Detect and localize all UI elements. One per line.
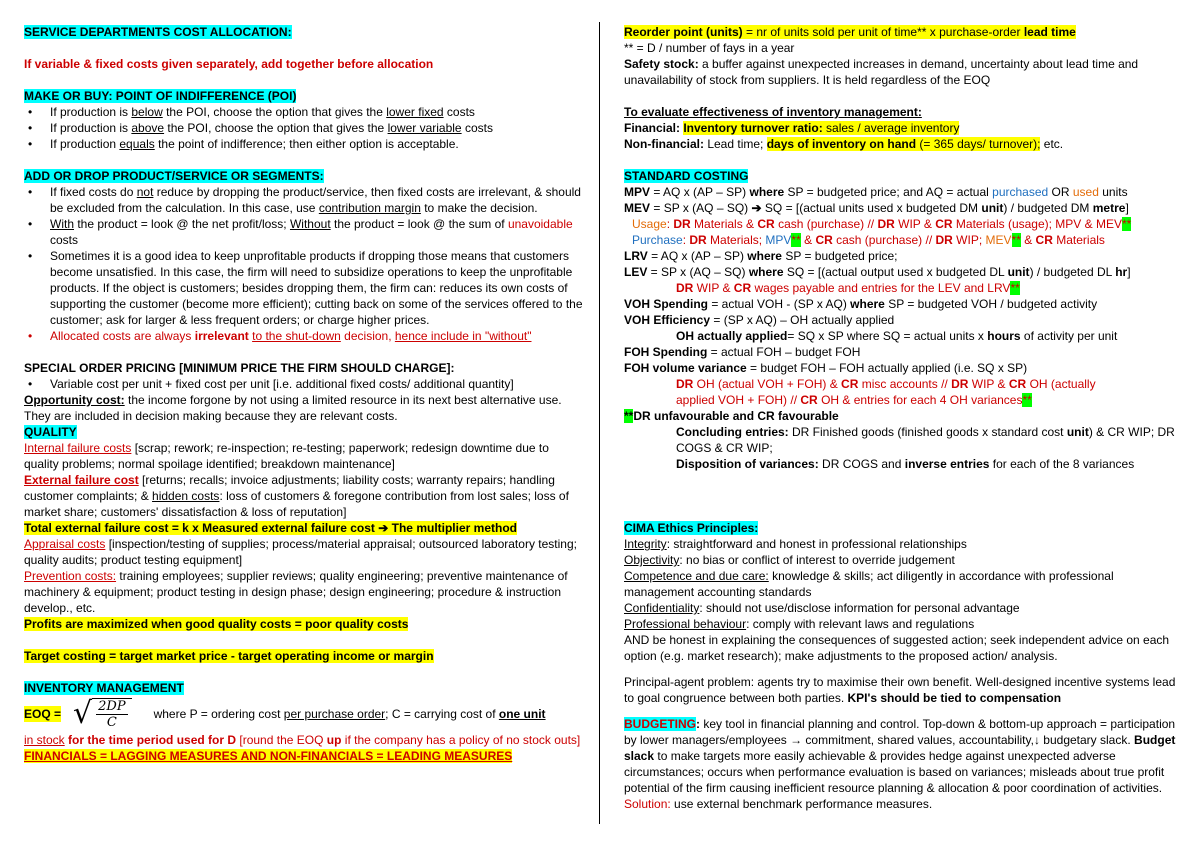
eoq-formula xyxy=(24,696,584,732)
list-item: • If production is above the POI, choose the option that gives the lower variable costs xyxy=(24,120,584,136)
cima-confidentiality: Confidentiality: should not use/disclose information for personal advantage xyxy=(624,601,1020,615)
cima-ethics-heading: CIMA Ethics Principles: xyxy=(624,521,759,535)
concluding-entries: Concluding entries: DR Finished goods (finished goods x standard cost unit) & CR WIP; DR COGS & CR WIP; xyxy=(676,425,1175,455)
eoq-note: in stock for the time period used for D [round the EOQ up if the company has a policy of no stock outs] xyxy=(24,733,581,747)
list-item: • If production equals the point of indifference; then either option is acceptable. xyxy=(24,136,584,152)
lev-entry: DR WIP & CR wages payable and entries for the LEV and LRV** xyxy=(676,281,1020,295)
mev-formula: MEV = SP x (AQ – SQ) ➔ SQ = [(actual units used x budgeted DM unit) / budgeted DM metre] xyxy=(624,201,1129,215)
foh-spending-formula: FOH Spending = actual FOH – budget FOH xyxy=(624,345,861,359)
voh-efficiency-formula: VOH Efficiency = (SP x AQ) – OH actually applied xyxy=(624,313,895,327)
add-or-drop-heading: ADD OR DROP PRODUCT/SERVICE OR SEGMENTS: xyxy=(24,169,324,183)
eoq-label: EOQ = xyxy=(24,707,62,721)
safety-stock: Safety stock: a buffer against unexpected increases in demand, uncertainty about lead time and unavailability of stock from suppliers. It is held regardless of the EOQ xyxy=(624,57,1139,87)
square-root-symbol: √ $\frac{2DP}{C}$ xyxy=(73,698,132,730)
reorder-point-formula: Reorder point (units) = nr of units sold per unit of time** x purchase-order lead time xyxy=(624,25,1076,39)
arrow-right-icon: ➔ xyxy=(751,201,762,215)
quality-heading: QUALITY xyxy=(24,425,77,439)
cima-professional-behaviour: Professional behaviour: comply with relevant laws and regulations xyxy=(624,617,975,631)
usage-entry: Usage: DR Materials & CR cash (purchase) // DR WIP & CR Materials (usage); MPV & MEV** xyxy=(632,217,1132,231)
cima-competence: Competence and due care: knowledge & skills; act diligently in accordance with professional management accounting standards xyxy=(624,569,1114,599)
prevention-costs: Prevention costs: training employees; supplier reviews; quality engineering; preventive maintenance of machinery & equipment; product testing in design phase; design engineering; procedure & instruction develop., etc. xyxy=(24,569,568,615)
column-divider xyxy=(599,22,600,824)
budgeting-label: BUDGETING xyxy=(624,717,696,731)
list-item: • If fixed costs do not reduce by dropping the product/service, then fixed costs are irrelevant, & should be excluded from the calculation. In this case, use contribution margin to make the decision. xyxy=(24,184,584,216)
budgeting-paragraph: BUDGETING: key tool in financial planning and control. Top-down & bottom-up approach = participation by lower managers/employees → commitment, shared values, accountability,↓ budgetary slack. Budget slack to make targets more easily achievable & provides hedge against unexpected adverse circumstances; occurs when performance evaluation is based on variances; misleads about true profit potential of the firm causing inefficient resource planning & allocation & poor coordination of activities. Solution: use external benchmark performance measures. xyxy=(624,717,1176,811)
reorder-note: ** = D / number of fays in a year xyxy=(624,41,795,55)
foh-volume-formula: FOH volume variance = budget FOH – FOH actually applied (i.e. SQ x SP) xyxy=(624,361,1028,375)
lev-formula: LEV = SP x (AQ – SQ) where SQ = [(actual output used x budgeted DL unit) / budgeted DL hr] xyxy=(624,265,1131,279)
profits-maximized-note: Profits are maximized when good quality costs = poor quality costs xyxy=(24,617,409,631)
service-allocation-note: If variable & fixed costs given separately, add together before allocation xyxy=(24,57,434,71)
foh-entry-line-1: DR OH (actual VOH + FOH) & CR misc accounts // DR WIP & CR OH (actually xyxy=(676,377,1096,391)
right-column xyxy=(624,24,1176,812)
total-external-failure-formula: Total external failure cost = k x Measured external failure cost ➔ The multiplier method xyxy=(24,521,517,535)
make-or-buy-list xyxy=(24,104,584,152)
service-departments-heading: SERVICE DEPARTMENTS COST ALLOCATION: xyxy=(24,25,292,39)
financial-measure: Financial: Inventory turnover ratio: sales / average inventory xyxy=(624,121,960,135)
list-item: • With the product = look @ the net profit/loss; Without the product = look @ the sum of unavoidable costs xyxy=(24,216,584,248)
arrow-right-icon: ➔ xyxy=(378,521,389,535)
disposition-of-variances: Disposition of variances: DR COGS and inverse entries for each of the 8 variances xyxy=(676,457,1135,471)
target-costing-formula: Target costing = target market price - target operating income or margin xyxy=(24,649,434,663)
foh-entry-line-2: applied VOH + FOH) // CR OH & entries for each 4 OH variances** xyxy=(676,393,1032,407)
mpv-formula: MPV = AQ x (AP – SP) where SP = budgeted price; and AQ = actual purchased OR used units xyxy=(624,185,1128,199)
financials-note: FINANCIALS = LAGGING MEASURES AND NON-FINANCIALS = LEADING MEASURES xyxy=(24,749,513,763)
oh-applied-formula: OH actually applied= SQ x SP where SQ = actual units x hours of activity per unit xyxy=(676,329,1118,343)
standard-costing-heading: STANDARD COSTING xyxy=(624,169,749,183)
list-item: • Allocated costs are always irrelevant to the shut-down decision, hence include in "without" xyxy=(24,328,584,344)
lrv-formula: LRV = AQ x (AP – SP) where SP = budgeted price; xyxy=(624,249,898,263)
eoq-where: where P = ordering cost per purchase order; C = carrying cost of one unit xyxy=(153,707,546,721)
purchase-entry: Purchase: DR Materials; MPV** & CR cash (purchase) // DR WIP; MEV** & CR Materials xyxy=(632,233,1105,247)
cima-and-note: AND be honest in explaining the consequences of suggested action; seek independent advice on each option (e.g. market research); make adjustments to the proposed action/ analysis. xyxy=(624,633,1170,663)
voh-spending-formula: VOH Spending = actual VOH - (SP x AQ) where SP = budgeted VOH / budgeted activity xyxy=(624,297,1098,311)
special-order-heading: SPECIAL ORDER PRICING [MINIMUM PRICE THE FIRM SHOULD CHARGE]: xyxy=(24,361,455,375)
non-financial-measure: Non-financial: Lead time; days of inventory on hand (= 365 days/ turnover); etc. xyxy=(624,137,1064,151)
opportunity-cost: Opportunity cost: the income forgone by not using a limited resource in its next best alternative use. They are included in decision making because they are relevant costs. xyxy=(24,393,562,423)
left-column xyxy=(24,24,584,764)
special-order-list xyxy=(24,376,584,392)
internal-failure-costs: Internal failure costs [scrap; rework; re-inspection; re-testing; paperwork; redesign downtime due to quality problems; normal spoilage identified; breakdown maintenance] xyxy=(24,441,549,471)
cima-objectivity: Objectivity: no bias or conflict of interest to override judgement xyxy=(624,553,955,567)
inventory-management-heading: INVENTORY MANAGEMENT xyxy=(24,681,184,695)
evaluate-inventory-heading: To evaluate effectiveness of inventory management: xyxy=(624,105,922,119)
appraisal-costs: Appraisal costs [inspection/testing of supplies; process/material appraisal; outsourced laboratory testing; quality audits; product testing equipment] xyxy=(24,537,577,567)
principal-agent-problem: Principal-agent problem: agents try to maximise their own benefit. Well-designed incentive systems lead to goal congruence between both parties. KPI's should be tied to compensation xyxy=(624,675,1176,705)
list-item: • Variable cost per unit + fixed cost per unit [i.e. additional fixed costs/ additional quantity] xyxy=(24,376,584,392)
list-item: • If production is below the POI, choose the option that gives the lower fixed costs xyxy=(24,104,584,120)
make-or-buy-heading: MAKE OR BUY: POINT OF INDIFFERENCE (POI) xyxy=(24,89,297,103)
add-or-drop-list xyxy=(24,184,584,344)
list-item: • Sometimes it is a good idea to keep unprofitable products if dropping those means that customers become unsatisfied. In this case, the firm will need to subsidize operations to keep the unprofitable products. If the object is customers; besides dropping them, the firm can: reduces its own costs of supporting the customer (become more efficient); cutting back on some of the services offered to the customer; ask for larger & less frequent orders; or charge higher prices. xyxy=(24,248,584,328)
cima-integrity: Integrity: straightforward and honest in professional relationships xyxy=(624,537,967,551)
dr-cr-rule: **DR unfavourable and CR favourable xyxy=(624,409,839,423)
arrow-down-icon: ↓ xyxy=(1033,733,1040,747)
external-failure-cost: External failure cost [returns; recalls; invoice adjustments; liability costs; warranty repairs; handling customer complaints; & hidden costs: loss of customers & foregone contribution from lost sales; loss of market share; customers' dissatisfaction & loss of reputation] xyxy=(24,473,569,519)
